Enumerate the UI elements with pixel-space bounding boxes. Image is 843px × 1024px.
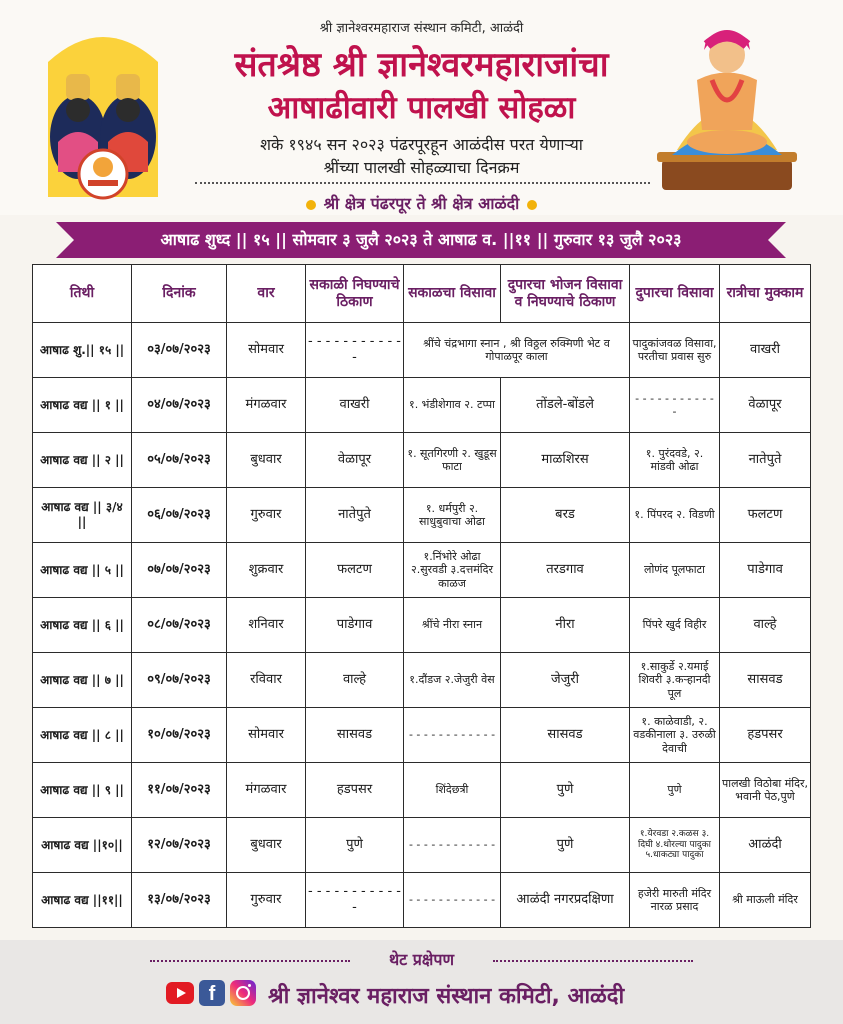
cell-lunch: जेजुरी — [501, 653, 630, 708]
cell-tithi: आषाढ वद्य || ७ || — [33, 653, 132, 708]
subtitle-line2: श्रींच्या पालखी सोहळ्याचा दिनक्रम — [323, 158, 520, 177]
table-row — [33, 433, 811, 488]
table-row — [33, 763, 811, 818]
schedule-table — [32, 264, 811, 928]
cell-night: वाखरी — [720, 323, 811, 378]
col-header-day: वार — [227, 265, 306, 323]
table-row — [33, 543, 811, 598]
cell-afternoon-rest: - - - - - - - - - - - - — [630, 378, 720, 433]
cell-tithi: आषाढ वद्य || १ || — [33, 378, 132, 433]
cell-depart: - - - - - - - - - - - - — [306, 873, 404, 928]
cell-lunch: पुणे — [501, 818, 630, 873]
cell-day: शुक्रवार — [227, 543, 306, 598]
cell-afternoon-rest: १. पुरंदवडे, २. मांडवी ओढा — [630, 433, 720, 488]
cell-day: सोमवार — [227, 708, 306, 763]
cell-night: पालखी विठोबा मंदिर, भवानी पेठ,पुणे — [720, 763, 811, 818]
cell-depart: फलटण — [306, 543, 404, 598]
cell-lunch: आळंदी नगरप्रदक्षिणा — [501, 873, 630, 928]
cell-lunch: माळशिरस — [501, 433, 630, 488]
cell-depart: पुणे — [306, 818, 404, 873]
col-header-lunch: दुपारचा भोजन विसावा व निघण्याचे ठिकाण — [501, 265, 630, 323]
footer-org-name: श्री ज्ञानेश्वर महाराज संस्थान कमिटी, आळंदी — [268, 984, 625, 1009]
cell-afternoon-rest: १.येरवडा २.कळस ३. दिघी ४.थोरल्या पादुका ५.धाकट्या पादुका — [630, 818, 720, 873]
cell-afternoon-rest: पिंपरे खुर्द विहीर — [630, 598, 720, 653]
cell-night: नातेपुते — [720, 433, 811, 488]
col-header-depart: सकाळी निघण्याचे ठिकाण — [306, 265, 404, 323]
cell-afternoon-rest: १.साकुर्डे २.यमाई शिवरी ३.कऱ्हानदी पूल — [630, 653, 720, 708]
bullet-icon — [306, 200, 316, 210]
cell-tithi: आषाढ वद्य || ३/४ || — [33, 488, 132, 543]
col-header-tithi: तिथी — [33, 265, 132, 323]
route-label — [0, 192, 843, 214]
org-top-text: श्री ज्ञानेश्वरमहाराज संस्थान कमिटी, आळंदी — [319, 21, 524, 36]
cell-afternoon-rest: पादुकांजवळ विसावा, परतीचा प्रवास सुरु — [630, 323, 720, 378]
cell-tithi: आषाढ वद्य || ६ || — [33, 598, 132, 653]
cell-day: गुरुवार — [227, 873, 306, 928]
cell-morning-rest: शिंदेछत्री — [404, 763, 501, 818]
cell-date: ०४/०७/२०२३ — [132, 378, 227, 433]
cell-night: पाडेगाव — [720, 543, 811, 598]
cell-date: १०/०७/२०२३ — [132, 708, 227, 763]
cell-day: बुधवार — [227, 433, 306, 488]
cell-night: फलटण — [720, 488, 811, 543]
date-range-text: आषाढ शुध्द || १५ || सोमवार ३ जुलै २०२३ ते आषाढ व. ||११ || गुरुवार १३ जुलै २०२३ — [160, 230, 682, 249]
cell-depart: वाखरी — [306, 378, 404, 433]
cell-morning-rest: - - - - - - - - - - - - — [404, 873, 501, 928]
table-row — [33, 323, 811, 378]
live-broadcast-label: थेट प्रक्षेपण — [388, 950, 455, 969]
cell-morning-rest: १. धर्मपुरी २. साधुबुवाचा ओढा — [404, 488, 501, 543]
cell-morning-rest: १.निंभोरे ओढा २.सुरवडी ३.दत्तमंदिर काळज — [404, 543, 501, 598]
cell-tithi: आषाढ वद्य || ९ || — [33, 763, 132, 818]
page-title: संतश्रेष्ठ श्री ज्ञानेश्वरमहाराजांचा — [234, 45, 609, 85]
cell-depart: सासवड — [306, 708, 404, 763]
cell-afternoon-rest: लोणंद पूलफाटा — [630, 543, 720, 598]
cell-day: मंगळवार — [227, 378, 306, 433]
subtitle-line1: शके १९४५ सन २०२३ पंढरपूरहून आळंदीस परत येणाऱ्या — [260, 135, 583, 154]
cell-depart: - - - - - - - - - - - - — [306, 323, 404, 378]
cell-morning-merged: श्रींचे चंद्रभागा स्नान , श्री विठ्ठल रुक्मिणी भेट व गोपाळपूर काला — [404, 323, 630, 378]
cell-date: ०८/०७/२०२३ — [132, 598, 227, 653]
instagram-icon[interactable] — [230, 980, 256, 1006]
cell-lunch: पुणे — [501, 763, 630, 818]
cell-date: ११/०७/२०२३ — [132, 763, 227, 818]
cell-date: १३/०७/२०२३ — [132, 873, 227, 928]
table-row — [33, 378, 811, 433]
cell-date: ०९/०७/२०२३ — [132, 653, 227, 708]
cell-lunch: सासवड — [501, 708, 630, 763]
cell-depart: नातेपुते — [306, 488, 404, 543]
cell-day: रविवार — [227, 653, 306, 708]
cell-depart: वेळापूर — [306, 433, 404, 488]
cell-date: ०७/०७/२०२३ — [132, 543, 227, 598]
cell-night: आळंदी — [720, 818, 811, 873]
cell-day: बुधवार — [227, 818, 306, 873]
cell-date: १२/०७/२०२३ — [132, 818, 227, 873]
cell-morning-rest: १. भंडीशेगाव २. टप्पा — [404, 378, 501, 433]
cell-day: गुरुवार — [227, 488, 306, 543]
cell-lunch: नीरा — [501, 598, 630, 653]
cell-day: मंगळवार — [227, 763, 306, 818]
cell-night: हडपसर — [720, 708, 811, 763]
cell-lunch: तोंडले-बोंडले — [501, 378, 630, 433]
table-row — [33, 598, 811, 653]
cell-depart: पाडेगाव — [306, 598, 404, 653]
cell-morning-rest: श्रींचे नीरा स्नान — [404, 598, 501, 653]
cell-tithi: आषाढ वद्य || ८ || — [33, 708, 132, 763]
youtube-icon[interactable] — [166, 982, 194, 1004]
cell-lunch: तरडगाव — [501, 543, 630, 598]
cell-afternoon-rest: १. पिंपरद २. विडणी — [630, 488, 720, 543]
cell-afternoon-rest: हजेरी मारुती मंदिर नारळ प्रसाद — [630, 873, 720, 928]
cell-depart: हडपसर — [306, 763, 404, 818]
cell-night: वेळापूर — [720, 378, 811, 433]
cell-afternoon-rest: पुणे — [630, 763, 720, 818]
cell-lunch: बरड — [501, 488, 630, 543]
cell-morning-rest: - - - - - - - - - - - - — [404, 708, 501, 763]
cell-morning-rest: १. सूतगिरणी २. खुडूस फाटा — [404, 433, 501, 488]
table-row — [33, 488, 811, 543]
divider — [195, 182, 650, 184]
cell-tithi: आषाढ वद्य ||११|| — [33, 873, 132, 928]
table-row — [33, 873, 811, 928]
table-row — [33, 708, 811, 763]
cell-depart: वाल्हे — [306, 653, 404, 708]
cell-tithi: आषाढ वद्य || ५ || — [33, 543, 132, 598]
cell-morning-rest: १.दौंडज २.जेजुरी वेस — [404, 653, 501, 708]
cell-night: श्री माऊली मंदिर — [720, 873, 811, 928]
cell-morning-rest: - - - - - - - - - - - - — [404, 818, 501, 873]
page-title-line2: आषाढीवारी पालखी सोहळा — [267, 90, 576, 126]
cell-date: ०३/०७/२०२३ — [132, 323, 227, 378]
cell-date: ०६/०७/२०२३ — [132, 488, 227, 543]
cell-tithi: आषाढ शु.|| १५ || — [33, 323, 132, 378]
table-header-row — [33, 265, 811, 323]
social-icons — [166, 980, 266, 1008]
col-header-night: रात्रीचा मुक्काम — [720, 265, 811, 323]
col-header-date: दिनांक — [132, 265, 227, 323]
route-text: श्री क्षेत्र पंढरपूर ते श्री क्षेत्र आळंदी — [323, 194, 520, 213]
cell-tithi: आषाढ वद्य ||१०|| — [33, 818, 132, 873]
cell-day: शनिवार — [227, 598, 306, 653]
cell-date: ०५/०७/२०२३ — [132, 433, 227, 488]
facebook-icon[interactable]: f — [199, 980, 225, 1006]
table-row — [33, 653, 811, 708]
cell-night: वाल्हे — [720, 598, 811, 653]
col-header-afternoon-rest: दुपारचा विसावा — [630, 265, 720, 323]
table-row — [33, 818, 811, 873]
cell-afternoon-rest: १. काळेवाडी, २. वडकीनाला ३. उरुळी देवाची — [630, 708, 720, 763]
cell-day: सोमवार — [227, 323, 306, 378]
cell-night: सासवड — [720, 653, 811, 708]
col-header-morning-rest: सकाळचा विसावा — [404, 265, 501, 323]
cell-tithi: आषाढ वद्य || २ || — [33, 433, 132, 488]
bullet-icon — [527, 200, 537, 210]
